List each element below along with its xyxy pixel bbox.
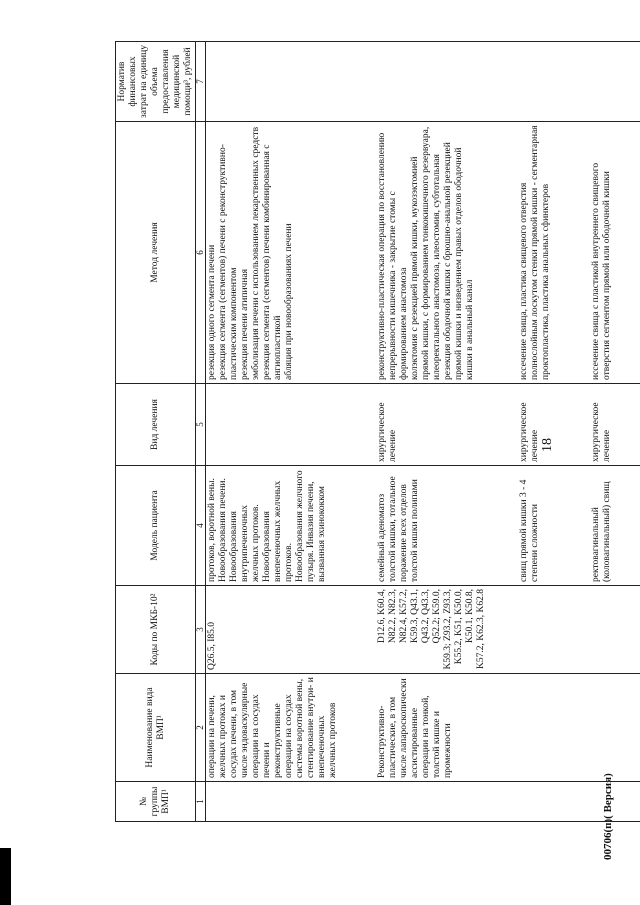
cell-icd-codes: Q26.5, I85.0 (206, 586, 377, 674)
cell-patient-model: свищ прямой кишки 3 - 4 степени сложности (518, 466, 590, 586)
header-row (116, 42, 196, 822)
header-cost-norm: Норматив финансовых затрат на единицу объема предоставления медицинской помощи³, рублей (116, 42, 196, 122)
method-line: резекция печени атипичная (240, 268, 250, 380)
method-line: резекция сегмента (сегментов) печени комбинированная с ангиопластикой (262, 144, 283, 380)
cell-treatment-methods (376, 122, 518, 384)
cell-icd-codes (518, 586, 590, 674)
column-number: 2 (196, 674, 206, 782)
cell-treatment-type: хирургическое лечение (518, 384, 590, 466)
model-line: Новообразования внутрипеченочных желчных протоков. (229, 504, 261, 582)
header-vmp-name: Наименование вида ВМП¹ (116, 674, 196, 782)
column-number-row (196, 42, 206, 822)
cell-patient-model: семейный аденоматоз толстой кишки, тотальное поражение всех отделов толстой кишки полипами (376, 466, 518, 586)
cell-vmp-name (590, 674, 640, 782)
cell-treatment-type: хирургическое лечение (376, 384, 518, 466)
cell-group (376, 782, 518, 822)
cell-patient-model (206, 466, 377, 586)
cell-treatment-methods: иссечение свища с пластикой внутреннего свищевого отверстия сегментом прямой или ободочной кишки (590, 122, 640, 384)
cell-vmp-name: операции на печени, желчных протоках и сосудах печени, в том числе эндоваскулярные операции на сосудах печени и реконструктивные операции на сосудах системы воротной вены, стентирование внутри- и внепеченочных желчных протоков (206, 674, 377, 782)
table-row (206, 42, 377, 822)
cell-treatment-methods: иссечение свища, пластика свищевого отверстия полнослойным лоскутом стенки прямой кишки - сегментарная проктопластика, пластика анальных сфинктеров (518, 122, 590, 384)
cell-cost-norm (206, 42, 377, 122)
cell-treatment-methods (206, 122, 377, 384)
column-number: 5 (196, 384, 206, 466)
cell-cost-norm (590, 42, 640, 122)
header-treatment-type: Вид лечения (116, 384, 196, 466)
method-line: резекция сегмента (сегментов) печени с реконструктивно-пластическим компонентом (218, 144, 239, 380)
method-line: колэктомия с резекцией прямой кишки, мукозэктомией прямой кишки, с формированием тонкокишечного резервуара, илеоректального анастомоза, илеостомия, субтотальная резекция ободочной кишки с брюшно-анальной резекцией прямой кишки и низведением правых отделов ободочной кишки в анальный канал (410, 126, 475, 380)
method-line: реконструктивно-пластическая операция по восстановлению непрерывности кишечника - закрытие стомы с формированием анастомоза (377, 132, 409, 380)
method-line: абляция при новообразованиях печени (284, 223, 294, 380)
header-icd-codes: Коды по МКБ-10² (116, 586, 196, 674)
model-line: Новообразования внепеченочных желчных протоков. (262, 480, 294, 582)
header-group-number: № группы ВМП¹ (116, 782, 196, 822)
model-line: протоков, воротной вены. (207, 478, 217, 582)
vmp-table (115, 41, 640, 822)
method-line: резекция одного сегмента печени (207, 244, 217, 380)
cell-patient-model: ректовагинальный (коловагинальный) свищ (590, 466, 640, 586)
table-row (590, 42, 640, 822)
cell-vmp-name: Реконструктивно-пластические, в том числе лапароскопически ассистированные операции на тонкой, толстой кишке и промежности (376, 674, 518, 782)
cell-cost-norm (518, 42, 590, 122)
cell-group (590, 782, 640, 822)
header-patient-model: Модель пациента (116, 466, 196, 586)
cell-treatment-type: хирургическое лечение (590, 384, 640, 466)
cell-icd-codes (590, 586, 640, 674)
rotated-table-container (115, 42, 615, 822)
cell-group (206, 782, 377, 822)
model-line: Новообразования желчного пузыря. Инвазия печени, вызванная эхинококком (295, 470, 327, 582)
table-row (518, 42, 590, 822)
cell-vmp-name (518, 674, 590, 782)
page-number: 18 (540, 438, 555, 452)
cell-treatment-type (206, 384, 377, 466)
column-number: 6 (196, 122, 206, 384)
column-number: 1 (196, 782, 206, 822)
footer-code: 00706(п)( Версия) (602, 773, 614, 860)
header-treatment-method: Метод лечения (116, 122, 196, 384)
cell-icd-codes: D12.6, K60.4, N82.2, N82.3, N82.4, K57.2, K59.3, Q43.1, Q43.2, Q43.3, Q52.2; K59.0, K59.3; Z93.2, Z93.3, K55.2, K51, K50.0, K50.1, K50.8, K57.2, K62.3, K62.8 (376, 586, 518, 674)
cell-group (518, 782, 590, 822)
scan-edge (0, 848, 11, 905)
method-line: эмболизация печени с использованием лекарственных средств (251, 126, 261, 380)
column-number: 3 (196, 586, 206, 674)
column-number: 4 (196, 466, 206, 586)
column-number: 7 (196, 42, 206, 122)
cell-cost-norm (376, 42, 518, 122)
table-row (376, 42, 518, 822)
model-line: Новообразования печени. (218, 478, 228, 582)
